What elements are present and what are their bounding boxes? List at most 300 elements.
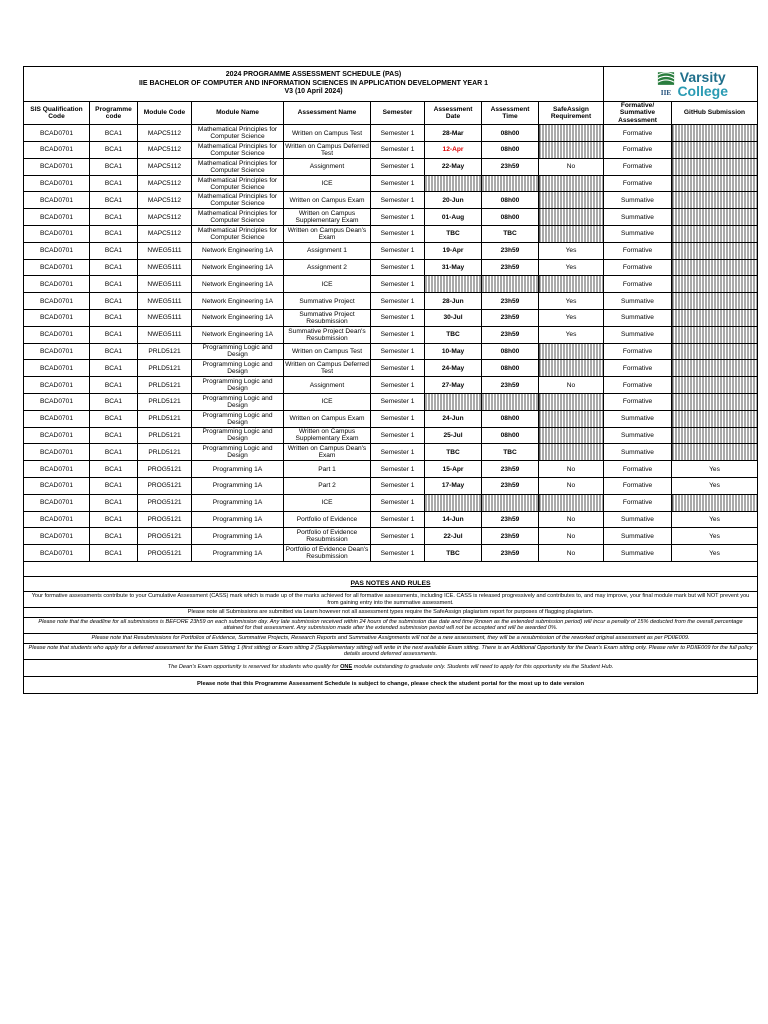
note-deans-post: module outstanding to graduate only. Students will need to apply for this opportunity via the Student Hub.	[353, 664, 614, 671]
schedule-rows	[24, 125, 758, 562]
not-applicable-cell	[539, 393, 604, 410]
title-line-1: 2024 PROGRAMME ASSESSMENT SCHEDULE (PAS)	[225, 71, 402, 79]
table-cell: TBC	[425, 545, 482, 562]
table-row	[24, 142, 758, 159]
table-cell: Formative	[604, 343, 672, 360]
not-applicable-cell	[672, 276, 758, 293]
not-applicable-cell	[672, 259, 758, 276]
svg-text:IIE: IIE	[661, 88, 672, 97]
table-row	[24, 494, 758, 511]
table-cell: Programming Logic and Design	[192, 427, 284, 444]
table-cell: Programming Logic and Design	[192, 343, 284, 360]
table-cell: Summative	[604, 209, 672, 226]
table-cell: PRLD5121	[138, 360, 192, 377]
table-cell: Yes	[672, 528, 758, 545]
table-cell: Summative	[604, 309, 672, 326]
table-cell: NWEG5111	[138, 276, 192, 293]
table-cell: PROG5121	[138, 528, 192, 545]
table-cell: 15-Apr	[425, 461, 482, 478]
table-cell: Semester 1	[371, 461, 425, 478]
table-row	[24, 360, 758, 377]
table-cell: BCAD0701	[24, 461, 90, 478]
table-cell: Summative	[604, 410, 672, 427]
table-cell: 08h00	[482, 125, 539, 142]
table-cell: Yes	[539, 309, 604, 326]
column-header: Module Code	[138, 102, 192, 125]
table-cell: BCAD0701	[24, 477, 90, 494]
column-header: Programme code	[90, 102, 138, 125]
table-cell: No	[539, 477, 604, 494]
not-applicable-cell	[539, 494, 604, 511]
table-cell: BCA1	[90, 242, 138, 259]
table-row	[24, 326, 758, 343]
table-cell: BCAD0701	[24, 293, 90, 310]
table-cell: Summative	[604, 528, 672, 545]
table-cell: 24-Jun	[425, 410, 482, 427]
table-cell: MAPC5112	[138, 125, 192, 142]
table-cell: Yes	[672, 461, 758, 478]
table-cell: MAPC5112	[138, 158, 192, 175]
table-cell: BCA1	[90, 377, 138, 394]
not-applicable-cell	[539, 343, 604, 360]
not-applicable-cell	[672, 209, 758, 226]
table-cell: BCAD0701	[24, 192, 90, 209]
table-cell: 23h59	[482, 259, 539, 276]
logo-word-top: Varsity	[679, 69, 726, 85]
not-applicable-cell	[425, 175, 482, 192]
note-deferred: Please note that students who apply for a deferred assessment for the Exam Sitting 1 (first sitting) or Exam sitting 2 (Supplementary sitting) will write in the next available Exam sitting. There is an Additional Opportunity for the Dean's Exam sitting only. Please refer to PDIIE009 for the full policy details around deferred assessments.	[24, 643, 758, 659]
table-row	[24, 511, 758, 528]
table-cell: No	[539, 511, 604, 528]
table-cell: 23h59	[482, 545, 539, 562]
table-cell: Written on Campus Supplementary Exam	[284, 209, 371, 226]
table-cell: Summative	[604, 326, 672, 343]
table-cell: Semester 1	[371, 410, 425, 427]
table-cell: Summative	[604, 226, 672, 243]
table-cell: Semester 1	[371, 343, 425, 360]
not-applicable-cell	[672, 293, 758, 310]
table-cell: Semester 1	[371, 494, 425, 511]
table-cell: Mathematical Principles for Computer Science	[192, 158, 284, 175]
table-cell: 08h00	[482, 427, 539, 444]
table-row	[24, 242, 758, 259]
table-cell: Semester 1	[371, 511, 425, 528]
table-cell: BCAD0701	[24, 125, 90, 142]
table-cell: 10-May	[425, 343, 482, 360]
spacer-row	[24, 561, 758, 576]
table-row	[24, 477, 758, 494]
table-row	[24, 377, 758, 394]
table-row	[24, 528, 758, 545]
table-cell: Semester 1	[371, 293, 425, 310]
table-cell: Summative Project Resubmission	[284, 309, 371, 326]
note-submissions: Please note all Submissions are submitted via Learn however not all assessment types require the SafeAssign plagiarism report for purposes of flagging plagiarism.	[24, 608, 758, 618]
table-cell: BCA1	[90, 360, 138, 377]
table-cell: Programming 1A	[192, 477, 284, 494]
table-cell: Part 2	[284, 477, 371, 494]
table-cell: PROG5121	[138, 494, 192, 511]
column-header: Assessment Time	[482, 102, 539, 125]
note-subject-to-change: Please note that this Programme Assessment Schedule is subject to change, please check the student portal for the most up to date version	[24, 676, 758, 693]
table-cell: 23h59	[482, 309, 539, 326]
table-cell: Summative	[604, 511, 672, 528]
table-cell: Portfolio of Evidence Dean's Resubmission	[284, 545, 371, 562]
not-applicable-cell	[539, 226, 604, 243]
not-applicable-cell	[425, 494, 482, 511]
table-cell: 23h59	[482, 528, 539, 545]
not-applicable-cell	[672, 192, 758, 209]
table-cell: NWEG5111	[138, 259, 192, 276]
not-applicable-cell	[539, 427, 604, 444]
table-cell: Formative	[604, 142, 672, 159]
table-cell: 23h59	[482, 326, 539, 343]
iie-crest-icon	[657, 69, 675, 99]
document-title	[24, 67, 604, 102]
table-cell: PRLD5121	[138, 410, 192, 427]
table-cell: ICE	[284, 276, 371, 293]
table-cell: BCAD0701	[24, 410, 90, 427]
table-cell: Semester 1	[371, 192, 425, 209]
table-cell: BCAD0701	[24, 377, 90, 394]
table-cell: Formative	[604, 393, 672, 410]
not-applicable-cell	[482, 175, 539, 192]
table-cell: Programming 1A	[192, 494, 284, 511]
not-applicable-cell	[672, 427, 758, 444]
title-line-2: IIE BACHELOR OF COMPUTER AND INFORMATION SCIENCES IN APPLICATION DEVELOPMENT YEAR 1	[138, 79, 489, 87]
table-cell: BCA1	[90, 192, 138, 209]
table-cell: BCAD0701	[24, 444, 90, 461]
column-header: Semester	[371, 102, 425, 125]
table-cell: BCA1	[90, 444, 138, 461]
table-cell: BCAD0701	[24, 545, 90, 562]
table-cell: TBC	[425, 326, 482, 343]
table-cell: No	[539, 528, 604, 545]
table-cell: 28-Jun	[425, 293, 482, 310]
table-cell: Semester 1	[371, 377, 425, 394]
table-cell: Written on Campus Test	[284, 125, 371, 142]
table-cell: 23h59	[482, 461, 539, 478]
table-cell: PRLD5121	[138, 393, 192, 410]
table-cell: Formative	[604, 360, 672, 377]
table-cell: BCA1	[90, 427, 138, 444]
table-row	[24, 309, 758, 326]
table-cell: 19-Apr	[425, 242, 482, 259]
column-header: GitHub Submission	[672, 102, 758, 125]
table-cell: BCAD0701	[24, 142, 90, 159]
table-cell: BCA1	[90, 477, 138, 494]
not-applicable-cell	[539, 209, 604, 226]
table-cell: MAPC5112	[138, 175, 192, 192]
table-cell: BCAD0701	[24, 209, 90, 226]
table-cell: MAPC5112	[138, 226, 192, 243]
table-cell: PROG5121	[138, 477, 192, 494]
not-applicable-cell	[672, 377, 758, 394]
table-cell: Yes	[672, 545, 758, 562]
table-cell: BCAD0701	[24, 494, 90, 511]
table-cell: 14-Jun	[425, 511, 482, 528]
table-cell: PROG5121	[138, 545, 192, 562]
table-cell: Formative	[604, 158, 672, 175]
table-cell: Yes	[539, 259, 604, 276]
table-cell: Summative	[604, 427, 672, 444]
table-cell: 08h00	[482, 209, 539, 226]
table-cell: BCA1	[90, 309, 138, 326]
table-cell: Mathematical Principles for Computer Science	[192, 175, 284, 192]
table-cell: BCA1	[90, 175, 138, 192]
not-applicable-cell	[539, 410, 604, 427]
table-cell: 20-Jun	[425, 192, 482, 209]
table-cell: 08h00	[482, 360, 539, 377]
table-cell: 22-May	[425, 158, 482, 175]
table-cell: Network Engineering 1A	[192, 326, 284, 343]
table-cell: BCA1	[90, 343, 138, 360]
table-row	[24, 393, 758, 410]
table-cell: Formative	[604, 377, 672, 394]
table-cell: 30-Jul	[425, 309, 482, 326]
table-cell: 08h00	[482, 343, 539, 360]
varsity-college-logo	[605, 67, 756, 101]
not-applicable-cell	[425, 393, 482, 410]
table-cell: Mathematical Principles for Computer Science	[192, 125, 284, 142]
table-cell: BCA1	[90, 142, 138, 159]
table-cell: PRLD5121	[138, 377, 192, 394]
table-cell: BCA1	[90, 326, 138, 343]
table-cell: Programming Logic and Design	[192, 393, 284, 410]
table-cell: Written on Campus Deferred Test	[285, 361, 369, 376]
table-cell: BCAD0701	[24, 158, 90, 175]
table-cell: PRLD5121	[138, 343, 192, 360]
table-cell: 08h00	[482, 142, 539, 159]
table-cell: ICE	[284, 494, 371, 511]
column-headers	[24, 102, 758, 125]
table-cell: Written on Campus Test	[284, 343, 371, 360]
table-cell: BCA1	[90, 125, 138, 142]
not-applicable-cell	[672, 326, 758, 343]
logo-cell	[604, 67, 758, 102]
table-cell: BCAD0701	[24, 309, 90, 326]
table-cell: BCA1	[90, 158, 138, 175]
not-applicable-cell	[539, 360, 604, 377]
not-applicable-cell	[672, 309, 758, 326]
table-cell: Programming Logic and Design	[192, 360, 284, 377]
table-cell: Formative	[604, 242, 672, 259]
table-cell: Programming Logic and Design	[192, 377, 284, 394]
table-cell: BCA1	[90, 511, 138, 528]
table-cell: TBC	[425, 444, 482, 461]
table-row	[24, 545, 758, 562]
table-cell: 08h00	[482, 410, 539, 427]
table-cell: BCAD0701	[24, 393, 90, 410]
note-deans-one: ONE	[340, 664, 353, 671]
table-cell: 31-May	[425, 259, 482, 276]
table-cell: 27-May	[425, 377, 482, 394]
table-cell: PRLD5121	[138, 444, 192, 461]
table-cell: NWEG5111	[138, 309, 192, 326]
table-row	[24, 276, 758, 293]
table-cell: Programming Logic and Design	[192, 410, 284, 427]
title-line-3: V3 (10 April 2024)	[284, 88, 343, 96]
note-deadline: Please note that the deadline for all submissions is BEFORE 23h59 on each submission day. Any late submission received within 24 hours of the submission due date and time (known as the extended submission period) will incur a penalty of 15% deducted from the overall percentage attained for that assessment. Any submission made after the extended submission period will not be accepted and will be awarded 0%.	[24, 617, 758, 633]
not-applicable-cell	[672, 142, 758, 159]
table-cell: Yes	[539, 326, 604, 343]
notes-title: PAS NOTES AND RULES	[24, 576, 758, 591]
column-header: Assessment Date	[425, 102, 482, 125]
table-cell: MAPC5112	[138, 192, 192, 209]
note-cass: Your formative assessments contribute to your Cumulative Assessment (CASS) mark which is made up of the marks achieved for all formative assessments, including ICE. CASS is released progressively and contributes to, and may improve, your final module mark but will NOT prevent you from gaining entry into the summative assessment.	[24, 591, 758, 607]
table-cell: BCA1	[90, 259, 138, 276]
assessment-schedule-sheet	[23, 66, 757, 694]
table-cell: Semester 1	[371, 528, 425, 545]
table-cell: Semester 1	[371, 226, 425, 243]
not-applicable-cell	[539, 276, 604, 293]
table-cell: Network Engineering 1A	[192, 293, 284, 310]
table-cell: BCA1	[90, 545, 138, 562]
table-cell: Semester 1	[371, 276, 425, 293]
table-row	[24, 158, 758, 175]
not-applicable-cell	[672, 158, 758, 175]
not-applicable-cell	[539, 125, 604, 142]
table-cell: BCAD0701	[24, 242, 90, 259]
table-cell: Formative	[604, 175, 672, 192]
table-cell: Semester 1	[371, 259, 425, 276]
table-cell: BCA1	[90, 276, 138, 293]
table-cell: BCAD0701	[24, 175, 90, 192]
not-applicable-cell	[539, 142, 604, 159]
not-applicable-cell	[672, 410, 758, 427]
table-row	[24, 293, 758, 310]
table-cell: Formative	[604, 494, 672, 511]
table-cell: MAPC5112	[138, 209, 192, 226]
table-cell: BCAD0701	[24, 511, 90, 528]
table-row	[24, 209, 758, 226]
table-row	[24, 226, 758, 243]
table-cell: Yes	[672, 477, 758, 494]
table-cell: TBC	[482, 444, 539, 461]
column-header: Assessment Name	[284, 102, 371, 125]
table-cell: Part 1	[284, 461, 371, 478]
not-applicable-cell	[425, 276, 482, 293]
table-cell: Formative	[604, 461, 672, 478]
table-cell: NWEG5111	[138, 293, 192, 310]
table-cell: Summative Project	[284, 293, 371, 310]
table-cell: Written on Campus Exam	[284, 192, 371, 209]
table-cell: Assignment 1	[284, 242, 371, 259]
table-cell: Summative	[604, 293, 672, 310]
table-row	[24, 343, 758, 360]
table-cell: BCAD0701	[24, 343, 90, 360]
table-row	[24, 444, 758, 461]
table-cell: Yes	[539, 293, 604, 310]
table-cell: Formative	[604, 477, 672, 494]
table-cell: Written on Campus Supplementary Exam	[284, 427, 371, 444]
table-cell: Programming 1A	[192, 461, 284, 478]
table-cell: Network Engineering 1A	[192, 259, 284, 276]
note-deans-exam	[24, 659, 758, 676]
not-applicable-cell	[672, 226, 758, 243]
table-cell: Portfolio of Evidence	[284, 511, 371, 528]
table-cell: Semester 1	[371, 309, 425, 326]
table-cell: Summative Project Dean's Resubmission	[284, 326, 371, 343]
table-cell: PRLD5121	[138, 427, 192, 444]
table-cell: 08h00	[482, 192, 539, 209]
table-cell: TBC	[482, 226, 539, 243]
column-header: SIS Qualification Code	[24, 102, 90, 125]
table-cell: BCAD0701	[24, 276, 90, 293]
table-cell: BCA1	[90, 293, 138, 310]
not-applicable-cell	[482, 393, 539, 410]
not-applicable-cell	[672, 360, 758, 377]
not-applicable-cell	[672, 393, 758, 410]
table-cell: BCA1	[90, 393, 138, 410]
table-cell: 12-Apr	[425, 142, 482, 159]
table-cell: PROG5121	[138, 511, 192, 528]
table-cell: Semester 1	[371, 125, 425, 142]
table-cell: 25-Jul	[425, 427, 482, 444]
table-row	[24, 259, 758, 276]
table-cell: 01-Aug	[425, 209, 482, 226]
table-cell: 23h59	[482, 377, 539, 394]
table-cell: BCA1	[90, 461, 138, 478]
table-cell: Summative	[604, 192, 672, 209]
table-cell: Written on Campus Exam	[284, 410, 371, 427]
table-cell: Semester 1	[371, 444, 425, 461]
table-cell: 17-May	[425, 477, 482, 494]
not-applicable-cell	[539, 444, 604, 461]
table-cell: Semester 1	[371, 142, 425, 159]
not-applicable-cell	[672, 343, 758, 360]
table-cell: Written on Campus Deferred Test	[285, 142, 369, 157]
table-cell: BCA1	[90, 226, 138, 243]
table-cell: No	[539, 377, 604, 394]
schedule-table	[23, 66, 758, 694]
table-row	[24, 427, 758, 444]
table-cell: Semester 1	[371, 175, 425, 192]
table-cell: Mathematical Principles for Computer Science	[192, 226, 284, 243]
table-cell: 22-Jul	[425, 528, 482, 545]
table-cell: Mathematical Principles for Computer Science	[192, 192, 284, 209]
table-cell: Written on Campus Dean's Exam	[284, 226, 371, 243]
table-cell: MAPC5112	[138, 142, 192, 159]
table-cell: 23h59	[482, 477, 539, 494]
table-cell: Yes	[672, 511, 758, 528]
table-cell: NWEG5111	[138, 242, 192, 259]
table-cell: BCAD0701	[24, 360, 90, 377]
table-cell: 23h59	[482, 511, 539, 528]
table-cell: Written on Campus Dean's Exam	[284, 444, 371, 461]
table-cell: Semester 1	[371, 209, 425, 226]
table-cell: ICE	[284, 175, 371, 192]
table-cell: Programming 1A	[192, 528, 284, 545]
table-cell: Summative	[604, 545, 672, 562]
table-cell: 23h59	[482, 158, 539, 175]
not-applicable-cell	[539, 175, 604, 192]
table-row	[24, 192, 758, 209]
table-cell: 24-May	[425, 360, 482, 377]
column-header: Formative/ Summative Assessment	[604, 102, 672, 125]
table-cell: Formative	[604, 125, 672, 142]
table-cell: BCAD0701	[24, 326, 90, 343]
table-cell: Formative	[604, 276, 672, 293]
not-applicable-cell	[672, 125, 758, 142]
table-cell: Semester 1	[371, 326, 425, 343]
table-cell: NWEG5111	[138, 326, 192, 343]
table-cell: Programming 1A	[192, 545, 284, 562]
logo-word-bottom: College	[677, 83, 729, 99]
table-cell: Summative	[604, 444, 672, 461]
column-header: SafeAssign Requirement	[539, 102, 604, 125]
table-cell: 23h59	[482, 293, 539, 310]
table-cell: 23h59	[482, 242, 539, 259]
